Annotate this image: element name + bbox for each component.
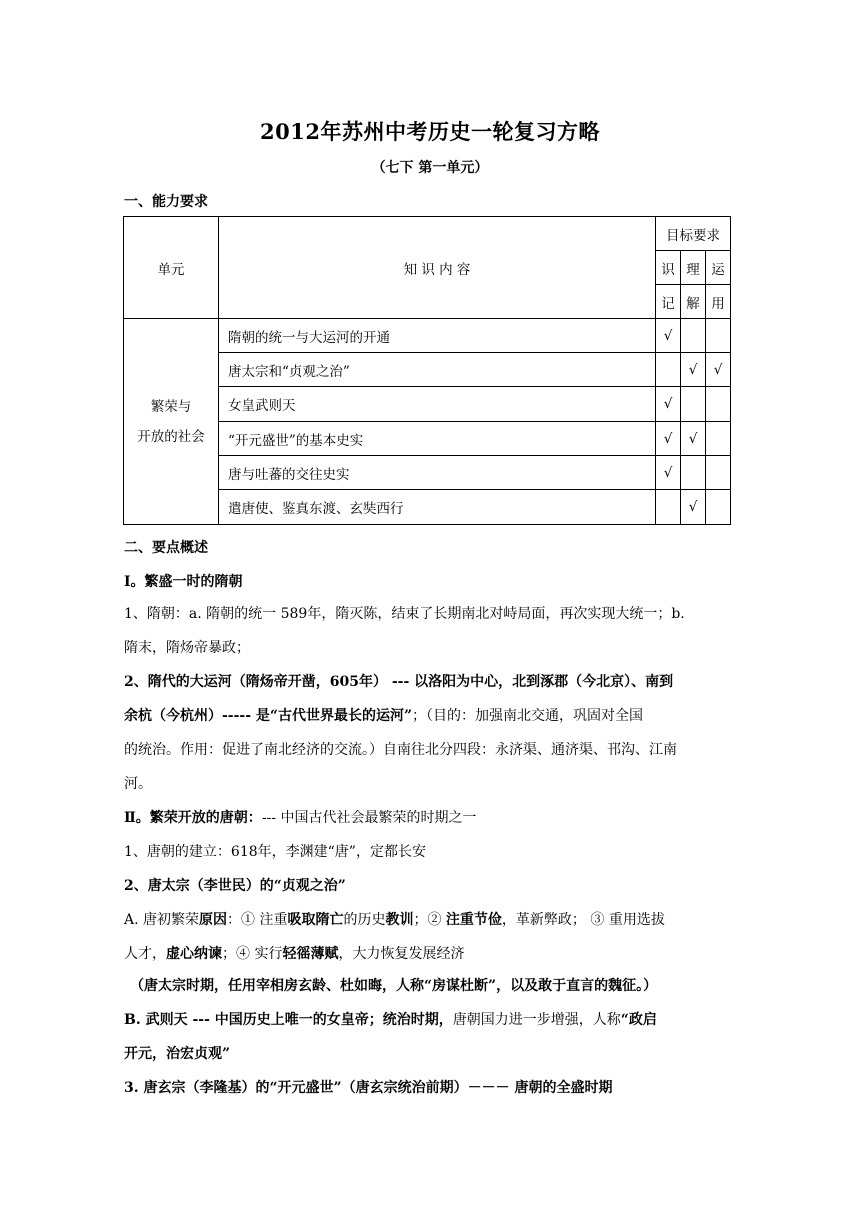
- table-row-text: “开元盛世”的基本史实: [219, 422, 656, 456]
- text-bold: 虚心纳谏: [166, 946, 222, 962]
- text-line: 河。: [124, 776, 152, 792]
- check-apply: [706, 490, 731, 525]
- text-line: 2、隋代的大运河（隋炀帝开凿，605年） --- 以洛阳为中心，北到涿郡（今北京）、南到: [124, 674, 674, 690]
- check-understand: √: [681, 353, 706, 387]
- paragraph-tang-founding: 1、唐朝的建立：618年，李渊建“唐”，定都长安: [124, 844, 426, 860]
- check-understand: [681, 456, 706, 490]
- text-bold: 原因: [199, 912, 228, 928]
- header-col-recall-2: 记: [656, 285, 681, 319]
- text-normal: 唐朝国力进一步增强，人称: [452, 1012, 621, 1028]
- text-bold: 吸取隋亡: [287, 912, 344, 928]
- text-line: [124, 699, 736, 733]
- section-heading-summary: 二、要点概述: [124, 540, 208, 556]
- table-row-text: 唐与吐蕃的交往史实: [219, 456, 656, 490]
- check-apply: [706, 456, 731, 490]
- text-normal: ，大力恢复发展经济: [338, 946, 465, 962]
- subsection-tang: [124, 801, 736, 835]
- table-row-text: 遣唐使、鉴真东渡、玄奘西行: [219, 490, 656, 525]
- paragraph-ministers-note: （唐太宗时期，任用宰相房玄龄、杜如晦，人称“房谋杜断”，以及敢于直言的魏征。）: [130, 978, 658, 994]
- text-normal: ：① 注重: [227, 912, 288, 928]
- text-normal: ；②: [413, 912, 446, 928]
- unit-label-line1: 繁荣与: [150, 398, 192, 415]
- check-understand: √: [681, 490, 706, 525]
- header-content: 知 识 内 容: [219, 217, 656, 319]
- header-target: 目标要求: [656, 217, 731, 251]
- text-bold: 注重节俭: [445, 912, 502, 928]
- text-normal: A. 唐初繁荣: [124, 912, 200, 928]
- check-understand: √: [681, 422, 706, 456]
- subsection-tang-note: --- 中国古代社会最繁荣的时期之一: [261, 810, 477, 826]
- check-recall: [656, 490, 681, 525]
- check-recall: √: [656, 387, 681, 422]
- header-col-apply-2: 用: [706, 285, 731, 319]
- header-col-understand-1: 理: [681, 251, 706, 285]
- check-recall: √: [656, 422, 681, 456]
- check-apply: [706, 319, 731, 353]
- paragraph-sui-1: [124, 597, 736, 665]
- section-heading-ability: 一、能力要求: [124, 194, 208, 210]
- requirements-table: [123, 216, 731, 525]
- text-bold: 教训: [385, 912, 414, 928]
- text-line: [124, 1003, 736, 1037]
- paragraph-zhenguan-reasons: [124, 903, 736, 971]
- text-bold: 余杭（今杭州）----- 是“古代世界最长的运河”: [124, 708, 413, 724]
- text-line: 1、隋朝：a. 隋朝的统一 589年，隋灭陈，结束了长期南北对峙局面，再次实现大统一；b.: [124, 606, 685, 622]
- document-subtitle: （七下 第一单元）: [371, 160, 489, 176]
- text-bold: 轻徭薄赋: [282, 946, 339, 962]
- heading-zhenguan: 2、唐太宗（李世民）的“贞观之治”: [124, 878, 346, 894]
- check-understand: [681, 319, 706, 353]
- text-normal: ；（目的：加强南北交通，巩固对全国: [412, 708, 644, 724]
- unit-label-line2: 开放的社会: [137, 428, 205, 445]
- text-normal: 人才，: [124, 946, 166, 962]
- text-line: 开元，治宏贞观”: [124, 1046, 231, 1062]
- header-col-recall-1: 识: [656, 251, 681, 285]
- text-normal: ；④ 实行: [222, 946, 283, 962]
- check-recall: [656, 353, 681, 387]
- heading-kaiyuan: 3. 唐玄宗（李隆基）的“开元盛世”（唐玄宗统治前期）－－－ 唐朝的全盛时期: [124, 1080, 613, 1096]
- header-col-understand-2: 解: [681, 285, 706, 319]
- check-understand: [681, 387, 706, 422]
- table-row-text: 隋朝的统一与大运河的开通: [219, 319, 656, 353]
- table-row-text: 女皇武则天: [219, 387, 656, 422]
- text-line: 隋末，隋炀帝暴政；: [124, 640, 250, 656]
- paragraph-grand-canal: [124, 665, 736, 801]
- header-unit: 单元: [124, 217, 219, 319]
- check-apply: [706, 422, 731, 456]
- check-apply: [706, 387, 731, 422]
- table-row-text: 唐太宗和“贞观之治”: [219, 353, 656, 387]
- text-line: 的统治。作用：促进了南北经济的交流。）自南往北分四段：永济渠、通济渠、邗沟、江南: [124, 742, 677, 758]
- text-normal: ，革新弊政； ③ 重用选拔: [501, 912, 665, 928]
- subsection-sui: Ⅰ。繁盛一时的隋朝: [124, 574, 243, 590]
- header-col-apply-1: 运: [706, 251, 731, 285]
- check-recall: √: [656, 319, 681, 353]
- check-recall: √: [656, 456, 681, 490]
- text-bold: B. 武则天 --- 中国历史上唯一的女皇帝；统治时期，: [124, 1012, 453, 1028]
- text-line: [124, 937, 736, 971]
- text-normal: 的历史: [343, 912, 386, 928]
- unit-cell: [124, 319, 219, 525]
- check-apply: √: [706, 353, 731, 387]
- document-title: 2012年苏州中考历史一轮复习方略: [260, 119, 600, 144]
- paragraph-wu-zetian: [124, 1003, 736, 1071]
- text-line: [124, 903, 736, 937]
- text-bold: “政启: [620, 1012, 657, 1028]
- subsection-tang-title: Ⅱ。繁荣开放的唐朝：: [124, 810, 262, 826]
